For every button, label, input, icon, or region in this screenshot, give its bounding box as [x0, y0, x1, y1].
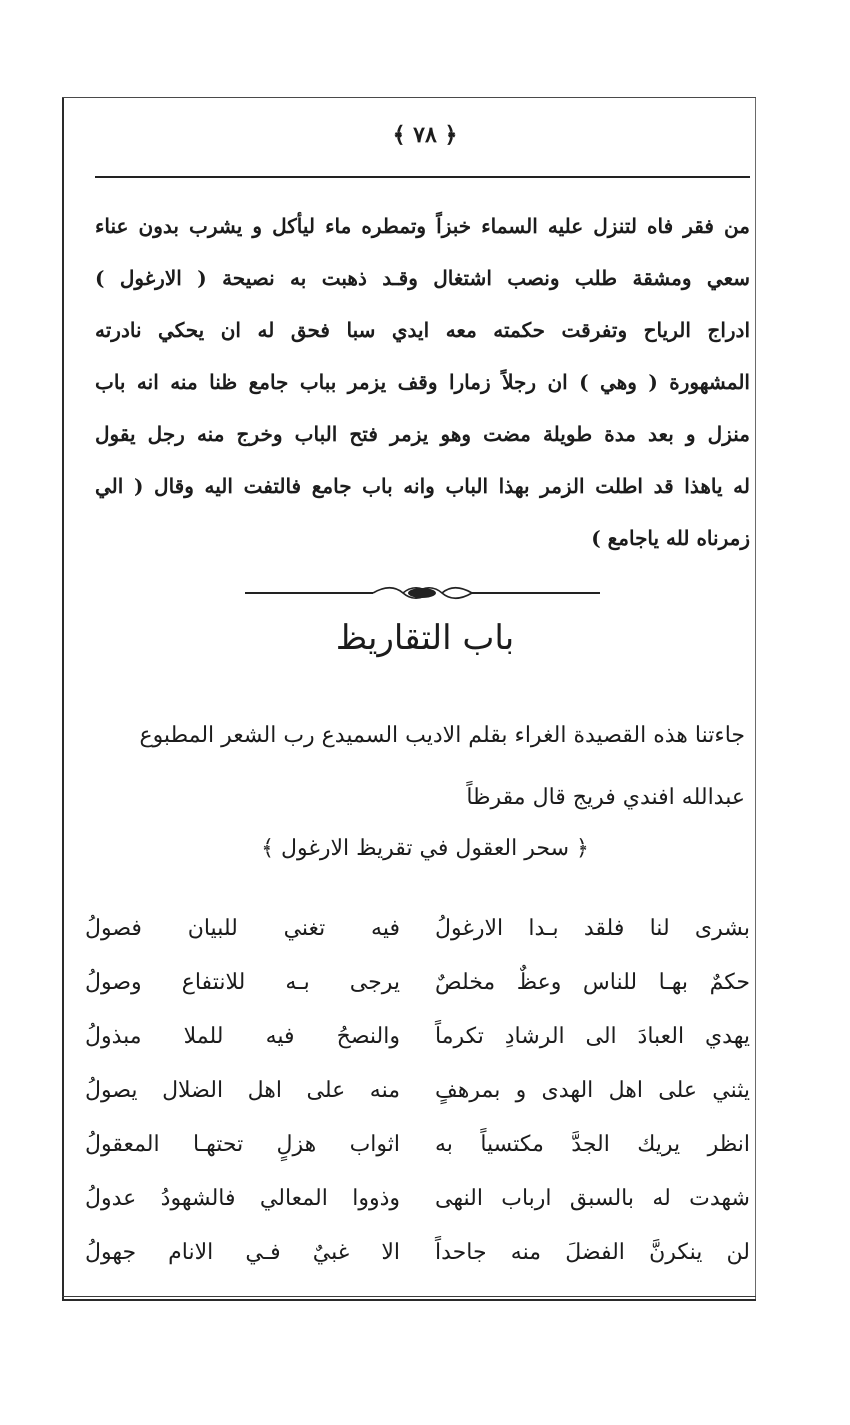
prose-line: المشهورة ( وهي ) ان رجلاً زمارا وقف يزمر بباب جامع ظنا منه انه باب	[95, 370, 750, 394]
verse-second-hemistich: اثواب هزلٍ تحتهـا المعقولُ	[85, 1132, 400, 1157]
prose-line: منزل و بعد مدة طويلة مضت وهو يزمر فتح الباب وخرج منه رجل يقول	[95, 422, 750, 446]
frame-bottom-rule	[62, 1296, 756, 1297]
prose-line: سعي ومشقة طلب ونصب اشتغال وقـد ذهبت به نصيحة ( الارغول )	[95, 266, 750, 290]
frame-top-rule	[62, 97, 756, 98]
verse-first-hemistich: حكمٌ بهـا للناس وعظٌ مخلصٌ	[435, 970, 750, 995]
poem-verse	[85, 1172, 750, 1226]
poem-title: ﴿ سحر العقول في تقريظ الارغول ﴾	[261, 836, 589, 861]
verse-second-hemistich: منه على اهل الضلال يصولُ	[85, 1078, 400, 1103]
poem-verse	[85, 1010, 750, 1064]
prose-paragraph	[95, 200, 750, 564]
poem-verse	[85, 956, 750, 1010]
poem	[85, 902, 750, 1280]
verse-first-hemistich: لن ينكرنَّ الفضلَ منه جاحداً	[435, 1240, 750, 1265]
header-rule	[95, 176, 750, 178]
intro-line: عبدالله افندي فريج قال مقرظاً	[466, 785, 745, 810]
poem-verse	[85, 1226, 750, 1280]
verse-first-hemistich: يهدي العبادَ الى الرشادِ تكرماً	[435, 1024, 750, 1049]
verse-first-hemistich: يثني على اهل الهدى و بمرهفٍ	[435, 1078, 750, 1103]
verse-second-hemistich: يرجى بـه للانتفاع وصولُ	[85, 970, 400, 995]
verse-second-hemistich: والنصحُ فيه للملا مبذولُ	[85, 1024, 400, 1049]
intro-line: جاءتنا هذه القصيدة الغراء بقلم الاديب السميدع رب الشعر المطبوع	[139, 723, 745, 748]
prose-line: من فقر فاه لتنزل عليه السماء خبزاً وتمطره ماء ليأكل و يشرب بدون عناء	[95, 214, 750, 238]
prose-line: له ياهذا قد اطلت الزمر بهذا الباب وانه باب جامع فالتفت اليه وقال ( الي	[95, 474, 750, 498]
page-number: ﴿ ٧٨ ﴾	[392, 122, 458, 148]
verse-first-hemistich: شهدت له بالسبق ارباب النهى	[435, 1186, 750, 1211]
prose-line: ادراج الرياح وتفرقت حكمته معه ايدي سبا فحق له ان يحكي نادرته	[95, 318, 750, 342]
verse-second-hemistich: فيه تغني للبيان فصولُ	[85, 916, 400, 941]
verse-first-hemistich: انظر يريك الجدَّ مكتسياً به	[435, 1132, 750, 1157]
poem-verse	[85, 902, 750, 956]
ornamental-divider	[245, 582, 600, 604]
intro-paragraph	[90, 705, 745, 829]
frame-bottom-rule-thick	[62, 1299, 756, 1301]
verse-second-hemistich: الا غبيٌ فـي الانام جهولُ	[85, 1240, 400, 1265]
poem-verse	[85, 1064, 750, 1118]
poem-verse	[85, 1118, 750, 1172]
section-title: باب التقاريظ	[335, 618, 515, 658]
verse-first-hemistich: بشرى لنا فلقد بـدا الارغولُ	[435, 916, 750, 941]
verse-second-hemistich: وذووا المعالي فالشهودُ عدولُ	[85, 1186, 400, 1211]
prose-line: زمرناه لله ياجامع )	[591, 526, 750, 550]
